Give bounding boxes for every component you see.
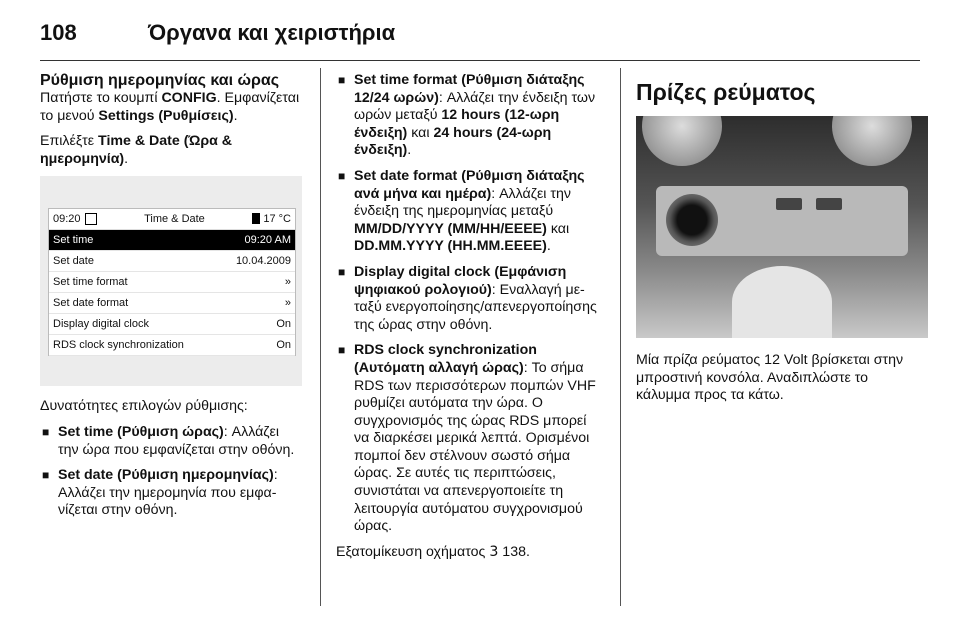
list-item bbox=[40, 424, 302, 459]
list-item bbox=[336, 168, 604, 256]
row-label: Set date bbox=[53, 254, 94, 267]
row-label: Set time format bbox=[53, 275, 128, 288]
bold-text: Time & Date (Ώρα & ημερομηνία) bbox=[40, 133, 233, 167]
aux-port-icon bbox=[816, 198, 842, 210]
chevron-right-icon: » bbox=[284, 296, 291, 309]
list-item bbox=[40, 467, 302, 520]
text: : Αλλάζει την ώρα που εμφανίζεται στην οθόνη. bbox=[58, 423, 295, 458]
bold-text: RDS clock synchronization (Αυτόματη αλλαγή ώρας) bbox=[354, 342, 537, 376]
bold-text: 12 hours (12-ωρη ένδειξη) bbox=[354, 107, 560, 141]
screen-row-set-date[interactable] bbox=[49, 251, 295, 272]
text: και bbox=[546, 220, 570, 237]
column-divider bbox=[320, 68, 321, 606]
list-item bbox=[336, 342, 604, 536]
paragraph-config bbox=[40, 90, 302, 125]
bold-text: DD.MM.YYYY (HH.MM.EEEE) bbox=[354, 238, 547, 255]
row-label: Set date format bbox=[53, 296, 129, 309]
text: . bbox=[124, 150, 129, 167]
text: . Εμφανίζεται το μενού bbox=[40, 90, 300, 124]
screen-row-set-time[interactable] bbox=[49, 230, 295, 251]
screen-temp bbox=[252, 211, 291, 229]
page-title: Όργανα και χειριστήρια bbox=[148, 20, 396, 45]
temperature: 17 °C bbox=[263, 212, 291, 225]
reference-page: 138. bbox=[498, 543, 530, 560]
text: . bbox=[407, 142, 412, 159]
bold-text: Settings (Ρυθμίσεις) bbox=[98, 107, 234, 124]
thermometer-icon bbox=[252, 213, 260, 224]
section-heading-date-time: Ρύθμιση ημερομηνίας και ώρας bbox=[40, 72, 280, 89]
paragraph-select bbox=[40, 133, 302, 168]
options-list-1 bbox=[40, 424, 302, 520]
row-value: 09:20 AM bbox=[244, 233, 291, 246]
row-label: RDS clock synchronization bbox=[53, 338, 184, 351]
console-panel bbox=[656, 186, 908, 256]
usb-port-icon bbox=[776, 198, 802, 210]
bold-text: Set date format (Ρύθμιση διάταξης ανά μήνα και ημέρα) bbox=[354, 167, 585, 202]
text: Επιλέξτε bbox=[40, 133, 99, 150]
list-item bbox=[336, 264, 604, 334]
column-divider bbox=[620, 68, 621, 606]
row-value: 10.04.2009 bbox=[235, 254, 291, 267]
header-divider bbox=[40, 60, 920, 61]
power-socket-icon bbox=[666, 194, 718, 246]
text: Εξατομίκευση οχήματος bbox=[336, 543, 490, 560]
section-heading-power-outlets: Πρίζες ρεύματος bbox=[636, 79, 816, 105]
row-label: Display digital clock bbox=[53, 317, 149, 330]
row-value: On bbox=[276, 338, 291, 351]
bold-text: Set time format (Ρύθμιση διάταξης 12/24 ωρών) bbox=[354, 72, 585, 106]
bold-text: 24 hours (24-ωρη ένδειξη) bbox=[354, 124, 552, 159]
clock-icon bbox=[85, 213, 97, 225]
text: : Εναλλαγή μεταξύ ενεργοποίησης/απενεργοποίησης της ώρας στην οθόνη. bbox=[354, 281, 597, 333]
screen-row-date-format[interactable] bbox=[49, 293, 295, 314]
column-1 bbox=[40, 72, 302, 528]
gear-lever-icon bbox=[732, 266, 832, 338]
text: : Αλλάζει την ένδειξη των ωρών μεταξύ bbox=[354, 89, 596, 124]
paragraph-options: Δυνατότητες επιλογών ρύθμισης: bbox=[40, 398, 248, 415]
page-header bbox=[40, 14, 920, 54]
row-value: On bbox=[276, 317, 291, 330]
text: και bbox=[407, 124, 434, 141]
screen-row-rds-sync[interactable] bbox=[49, 335, 295, 356]
text: : Το σήμα RDS των περισσότερων πομπών VHF ρυθμίζει αυτόματα την ώρα. Ο συγχρονισμός της ώρας RDS μπορεί να διαρκέσει μερικά λεπτά. Ορισμένοι πομποί δεν στέλνουν σωστό σήμα ώρας. Σε αυτές τις περιπτώσεις, συνιστάται να απενεργοποιείτε τη λειτουργία αυτόματου συγχρονισμού ώρας. bbox=[354, 359, 596, 535]
column-2 bbox=[336, 72, 604, 569]
screen-time: 09:20 bbox=[53, 212, 81, 225]
cross-reference bbox=[336, 544, 604, 562]
text: . bbox=[233, 107, 238, 124]
screen-title: Time & Date bbox=[144, 212, 205, 225]
screen-clock bbox=[53, 211, 97, 229]
chevron-right-icon: » bbox=[284, 275, 291, 288]
options-list-2 bbox=[336, 72, 604, 536]
bold-text: CONFIG bbox=[161, 90, 217, 106]
bold-text: Set date (Ρύθμιση ημερομηνίας) bbox=[58, 467, 274, 484]
bold-text: Set time (Ρύθμιση ώρας) bbox=[58, 423, 224, 440]
list-item bbox=[336, 72, 604, 160]
reference-arrow-icon: 3 bbox=[489, 543, 499, 560]
paragraph-power-outlet: Μία πρίζα ρεύματος 12 Volt βρίσκεται στην μπροστινή κονσόλα. Αναδιπλώστε το κάλυμμα προς τα κάτω. bbox=[636, 352, 904, 404]
display-screen bbox=[48, 208, 296, 356]
column-3 bbox=[636, 72, 926, 413]
text: . bbox=[546, 238, 551, 255]
display-screenshot bbox=[40, 176, 302, 386]
knob-right bbox=[832, 116, 912, 166]
text: : Αλλάζει την ημερομηνία που εμφανίζεται στην οθόνη. bbox=[58, 467, 278, 519]
bold-text: Display digital clock (Εμφάνιση ψηφιακού ρολογιού) bbox=[354, 263, 567, 298]
power-outlet-photo bbox=[636, 116, 928, 338]
row-label: Set time bbox=[53, 233, 94, 246]
text: : Αλλάζει την ένδειξη της ημερομηνίας μεταξύ bbox=[354, 185, 571, 220]
page-number: 108 bbox=[40, 20, 77, 45]
bold-text: MM/DD/YYYY (MM/HH/EEEE) bbox=[354, 220, 547, 237]
text: Πατήστε το κουμπί bbox=[40, 90, 162, 106]
screen-header bbox=[49, 209, 295, 230]
screen-row-time-format[interactable] bbox=[49, 272, 295, 293]
screen-row-digital-clock[interactable] bbox=[49, 314, 295, 335]
knob-left bbox=[642, 116, 722, 166]
